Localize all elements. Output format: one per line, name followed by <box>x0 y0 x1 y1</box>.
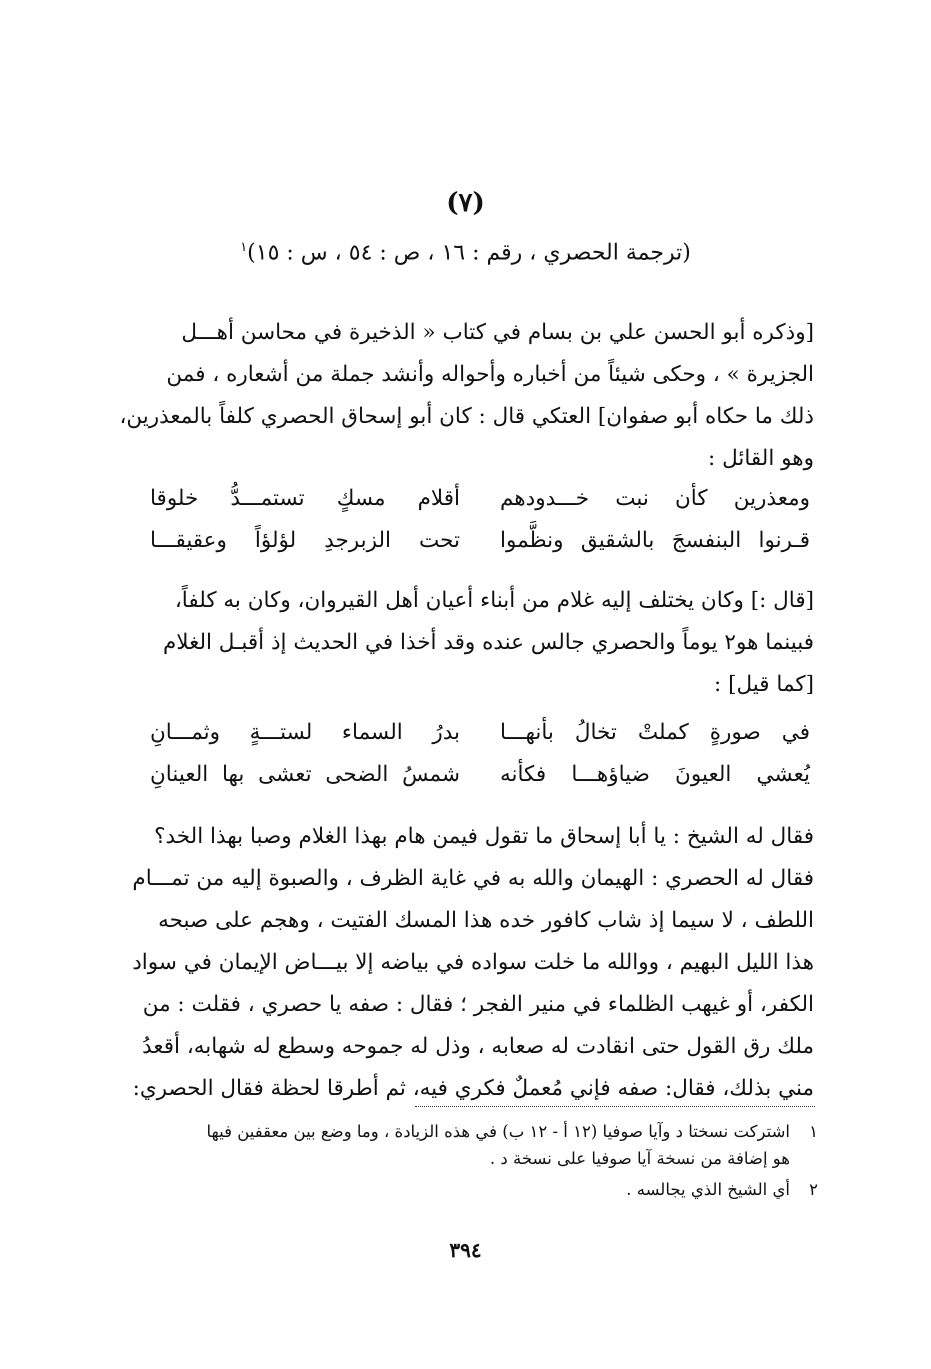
verse-line <box>150 754 810 796</box>
verse-hemistich-first: ومعذرين كأن نبت خـــدودهم <box>500 486 810 511</box>
verse-line <box>150 520 810 562</box>
footnote-line: هو إضافة من نسخة آيا صوفيا على نسخة د . <box>489 1149 790 1168</box>
dialogue-line: اللطف ، لا سيما إذ شاب كافور خده هذا المسك الفتيت ، وهجم على صبحه <box>158 908 814 933</box>
footnote-marker: ١ <box>240 240 248 255</box>
verse-hemistich-second: أقلام مسكٍ تستمـــدُّ خلوقا <box>150 486 460 511</box>
dialogue-line: ملك رق القول حتى انقادت له صعابه ، وذل له جموحه وسطع له شهابه، أقعدُ <box>142 1034 814 1059</box>
dialogue-paragraph <box>118 816 814 1110</box>
footnote-number: ١ <box>809 1122 818 1141</box>
footnote <box>118 1118 818 1172</box>
verse-hemistich-first: في صورةٍ كملتْ تخالُ بأنهـــا <box>500 720 810 745</box>
poem-second <box>150 712 810 796</box>
footnote-line: أي الشيخ الذي يجالسه . <box>626 1180 790 1199</box>
intro-paragraph <box>118 312 814 480</box>
intro-line: [وذكره أبو الحسن علي بن بسام في كتاب « الذخيرة في محاسن أهـــل <box>181 320 814 345</box>
biography-reference <box>0 240 931 265</box>
narrative-paragraph <box>118 580 814 706</box>
narrative-line: [كما قيل] : <box>714 672 814 697</box>
intro-line: ذلك ما حكاه أبو صفوان] العتكي قال : كان أبو إسحاق الحصري كلفاً بالمعذرين، <box>119 404 814 429</box>
dialogue-line: الكفر، أو غيهب الظلماء في منير الفجر ؛ فقال : صفه يا حصري ، فقلت : من <box>142 992 814 1017</box>
section-number: (٧) <box>446 188 485 218</box>
page-number: ٣٩٤ <box>449 1238 482 1262</box>
footnote-divider <box>415 1106 815 1107</box>
footnote-text <box>118 1176 790 1203</box>
poem-first <box>150 478 810 562</box>
footnote-number: ٢ <box>809 1180 818 1199</box>
verse-hemistich-first: يُعشي العيونَ ضياؤهـــا فكأنه <box>500 762 810 787</box>
footnote-line: اشتركت نسختا د وآيا صوفيا (١٢ أ - ١٢ ب) في هذه الزيادة ، وما وضع بين معقفين فيها <box>206 1122 790 1141</box>
narrative-line: [قال :] وكان يختلف إليه غلام من أبناء أعيان أهل القيروان، وكان به كلفاً، <box>174 588 814 613</box>
verse-hemistich-second: تحت الزبرجدِ لؤلؤاً وعقيقـــا <box>150 528 460 553</box>
footnote <box>118 1176 818 1203</box>
intro-line: وهو القائل : <box>708 446 814 471</box>
narrative-line: فبينما هو٢ يوماً والحصري جالس عنده وقد أخذا في الحديث إذ أقبـل الغلام <box>162 630 814 655</box>
verse-hemistich-second: شمسُ الضحى تعشى بها العينانِ <box>150 762 460 787</box>
verse-hemistich-first: قـرنوا البنفسجَ بالشقيق ونظَّموا <box>500 528 810 553</box>
dialogue-line: هذا الليل البهيم ، ووالله ما خلت سواده في بياضه إلا بيـــاض الإيمان في سواد <box>132 950 814 975</box>
dialogue-line: مني بذلك، فقال: صفه فإني مُعملٌ فكري فيه، ثم أطرقا لحظة فقال الحصري: <box>132 1076 814 1101</box>
verse-line <box>150 712 810 754</box>
dialogue-line: فقال له الشيخ : يا أبا إسحاق ما تقول فيمن هام بهذا الغلام وصبا بهذا الخد؟ <box>154 824 814 849</box>
intro-line: الجزيرة » ، وحكى شيئاً من أخباره وأحواله وأنشد جملة من أشعاره ، فمن <box>166 362 814 387</box>
footnotes <box>118 1118 818 1203</box>
biography-reference-text: (ترجمة الحصري ، رقم : ١٦ ، ص : ٥٤ ، س : ١٥) <box>247 240 691 266</box>
footnote-text <box>118 1118 790 1172</box>
verse-line <box>150 478 810 520</box>
verse-hemistich-second: بدرُ السماء لستـــةٍ وثمـــانِ <box>150 720 460 745</box>
dialogue-line: فقال له الحصري : الهيمان والله به في غاية الظرف ، والصبوة إليه من تمـــام <box>132 866 814 891</box>
